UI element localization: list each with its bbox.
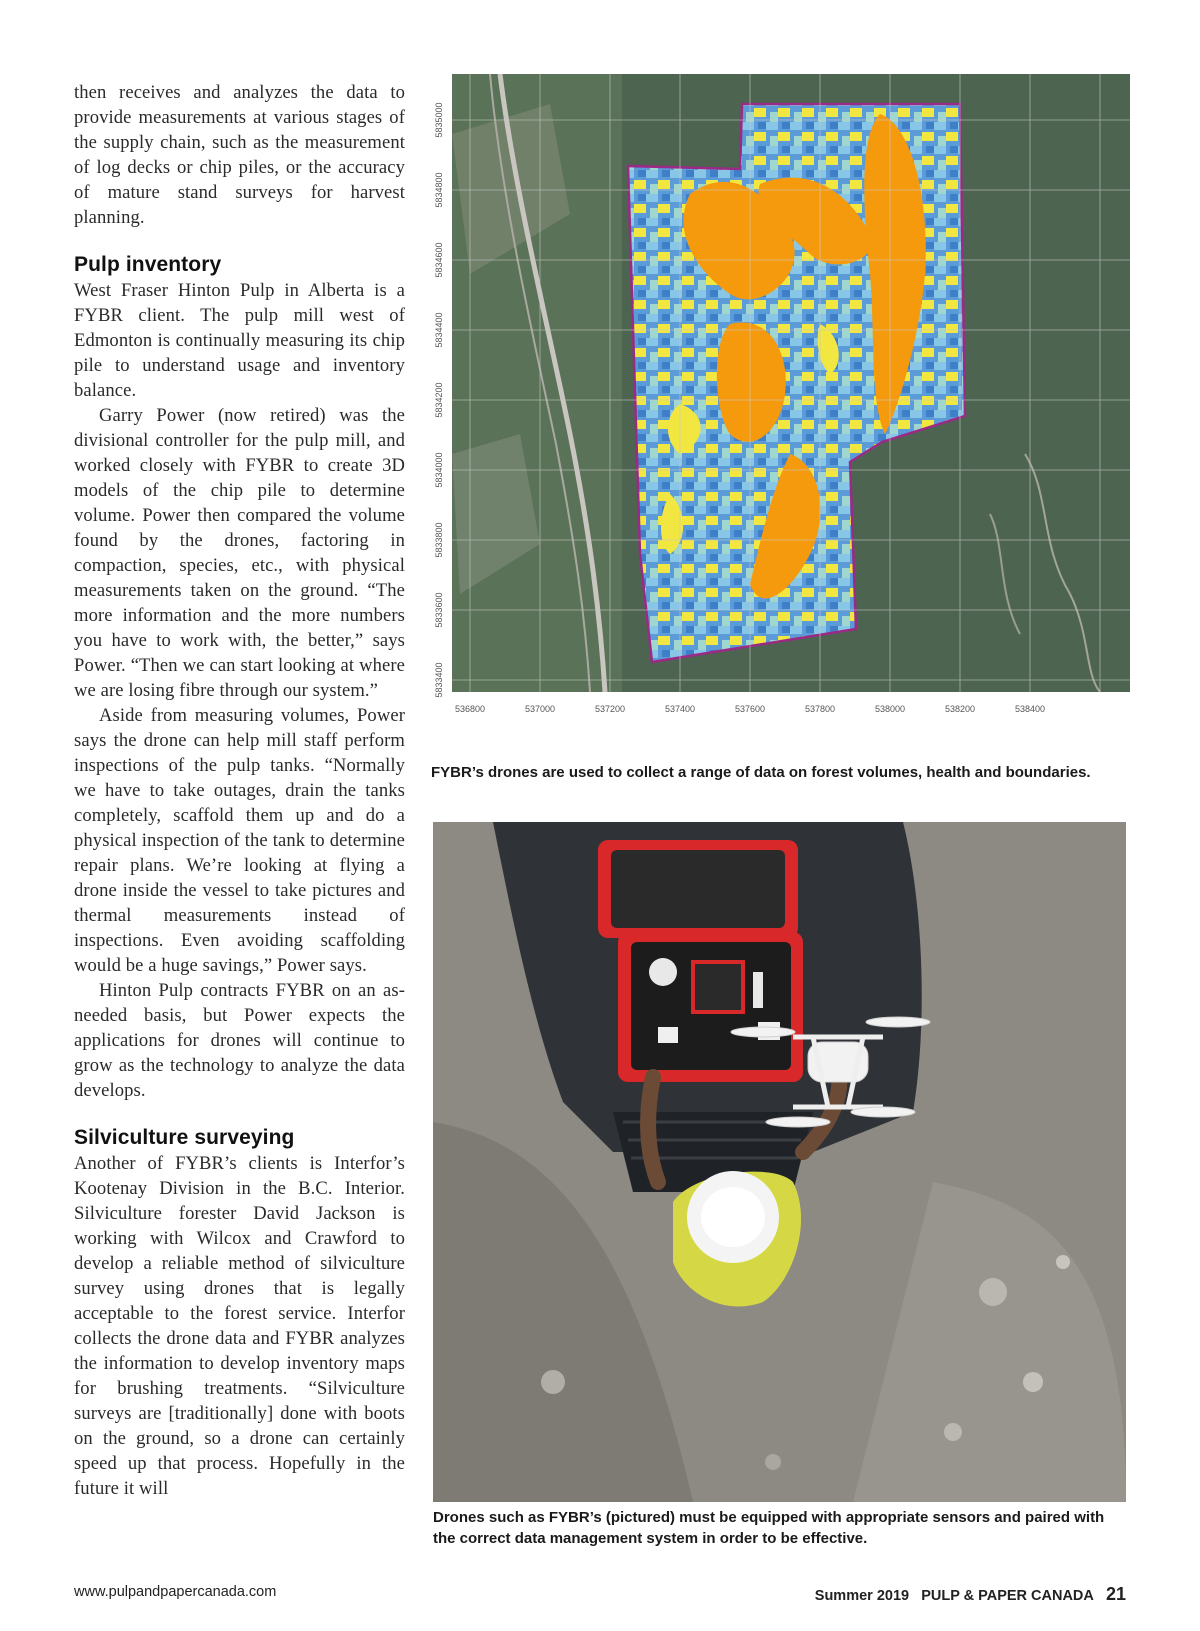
survey-map-figure — [430, 74, 1130, 722]
y-tick-label: 5834200 — [434, 382, 444, 418]
footer-issue: Summer 2019 — [814, 1588, 910, 1604]
y-tick-label: 5833800 — [434, 522, 444, 558]
x-tick-label: 537600 — [734, 704, 766, 714]
pulp-paragraph-3: Aside from measuring volumes, Power says the drone can help mill staff perform inspections of the pulp tanks. “Normally we have to take outages, drain the tanks completely, scaffold them up and do a physical inspection of the tank to determine repair plans. We’re looking at flying a drone inside the vessel to take pictures and thermal measurements instead of inspections. Even avoiding scaffolding would be a huge savings,” Power says. — [74, 705, 405, 976]
y-tick-label: 5834600 — [434, 242, 444, 278]
silviculture-paragraph: Another of FYBR’s clients is Interfor’s Kootenay Division in the B.C. Interior. Silviculture forester David Jackson is working with Wilcox and Crawford to develop a reliable method of silviculture survey using drones that is legally acceptable to the forest service. Interfor collects the drone data and FYBR analyzes the information to develop inventory maps for brushing treatments. “Silviculture surveys are [traditionally] done with boots on the ground, so a drone can certainly speed up that process. Hopefully in the future it will — [74, 1153, 405, 1499]
x-tick-label: 538200 — [944, 704, 976, 714]
x-tick-label: 536800 — [454, 704, 486, 714]
survey-map — [430, 74, 1130, 722]
drone-photo — [433, 822, 1126, 1502]
footer-issue-block — [815, 1584, 1126, 1605]
x-tick-label: 538400 — [1014, 704, 1046, 714]
y-tick-label: 5834800 — [434, 172, 444, 208]
y-tick-label: 5834400 — [434, 312, 444, 348]
pulp-paragraph-4: Hinton Pulp contracts FYBR on an as-needed basis, but Power expects the applications for drones will continue to grow as the technology to analyze the data develops. — [74, 980, 405, 1101]
intro-paragraph: then receives and analyzes the data to provide measurements at various stages of the supply chain, such as the measurement of log decks or chip piles, or the accuracy of mature stand surveys for harvest planning. — [74, 82, 405, 228]
pulp-paragraph-2: Garry Power (now retired) was the divisional controller for the pulp mill, and worked closely with FYBR to create 3D models of the chip pile to determine volume. Power then compared the volume found by the drones, factoring in compaction, species, etc., with physical measurements taken on the ground. “The more information and the more numbers you have to work with, the better,” says Power. “Then we can start looking at where we are losing fibre through our system.” — [74, 405, 405, 701]
x-tick-label: 537800 — [804, 704, 836, 714]
footer-magazine: PULP & PAPER CANADA — [921, 1588, 1094, 1604]
y-tick-label: 5833600 — [434, 592, 444, 628]
footer-url: www.pulpandpapercanada.com — [74, 1584, 277, 1600]
photo-caption: Drones such as FYBR’s (pictured) must be equipped with appropriate sensors and paired with the correct data management system in order to be effective. — [433, 1509, 1105, 1547]
y-tick-label: 5833400 — [434, 662, 444, 698]
x-tick-label: 537200 — [594, 704, 626, 714]
page-number: 21 — [1105, 1584, 1126, 1604]
y-tick-label: 5834000 — [434, 452, 444, 488]
heading-silviculture: Silviculture surveying — [74, 1126, 295, 1149]
drone-photo-illustration — [433, 822, 1126, 1502]
x-tick-label: 538000 — [874, 704, 906, 714]
y-tick-label: 5835000 — [434, 102, 444, 138]
pulp-paragraph-1: West Fraser Hinton Pulp in Alberta is a FYBR client. The pulp mill west of Edmonton is continually measuring its chip pile to understand usage and inventory balance. — [74, 280, 405, 401]
map-caption: FYBR’s drones are used to collect a range of data on forest volumes, health and boundaries. — [431, 764, 1091, 781]
heading-pulp-inventory: Pulp inventory — [74, 253, 222, 276]
x-tick-label: 537400 — [664, 704, 696, 714]
article-column — [74, 80, 405, 1501]
x-tick-label: 537000 — [524, 704, 556, 714]
